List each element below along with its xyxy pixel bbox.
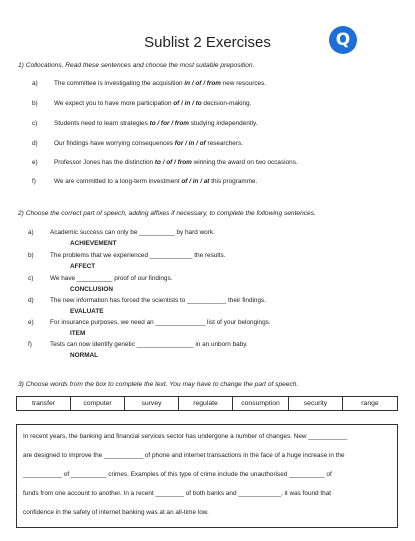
- s2-item-f: [28, 341, 248, 348]
- s2-item-text: Academic success can only be __________ by hard work.: [50, 229, 215, 236]
- s2-item-e: [28, 319, 271, 326]
- s1-item-after: studying independently.: [188, 120, 258, 127]
- s2-item-text: For insurance purposes, we need an ______________ list of your belongings.: [50, 319, 271, 326]
- s2-item-label: f): [28, 341, 32, 348]
- s2-item-label: d): [28, 297, 34, 304]
- s2-item-text: Tests can now identify genetic ________________ in an unborn baby.: [50, 341, 248, 348]
- s1-item-choice: to / for / from: [149, 120, 189, 127]
- s2-item-label: a): [28, 229, 34, 236]
- word-box-item: survey: [125, 397, 179, 410]
- s1-item-after: decision-making.: [201, 100, 252, 107]
- cloze-line: are designed to improve the ___________ of phone and internet transactions in the face of a huge increase in the: [23, 452, 345, 459]
- s1-item-before: We are committed to a long-term investment: [54, 178, 182, 185]
- s1-item-after: researchers.: [205, 140, 243, 147]
- s1-item-e: [32, 159, 298, 166]
- s1-item-after: winning the award on two occasions.: [191, 159, 298, 166]
- page-title: Sublist 2 Exercises: [144, 34, 271, 51]
- s1-item-d: [32, 140, 243, 147]
- s1-item-f: [32, 178, 257, 185]
- s1-item-before: Students need to learn strategies: [54, 120, 150, 127]
- s2-item-a: [28, 229, 215, 236]
- s1-item-choice: for / in / of: [174, 140, 206, 147]
- s2-item-word: AFFECT: [70, 263, 96, 270]
- s1-item-choice: of / in / at: [181, 178, 210, 185]
- word-box-item: range: [361, 400, 379, 407]
- cloze-line: In recent years, the banking and financial services sector has undergone a number of changes. New ___________: [23, 433, 348, 440]
- s2-item-text: The new information has forced the scientists to ___________ their findings.: [50, 297, 266, 304]
- s2-item-word: EVALUATE: [70, 308, 104, 315]
- cloze-line: funds from one account to another. In a recent ________ of both banks and ____________, it was found that: [23, 490, 332, 497]
- s2-item-label: b): [28, 252, 34, 259]
- section-2-heading: 2) Choose the correct part of speech, adding affixes if necessary, to complete the following sentences.: [18, 210, 316, 217]
- q-logo-icon: Q: [329, 26, 357, 54]
- s1-item-choice: of / in / to: [173, 100, 202, 107]
- s1-item-c: [32, 120, 257, 127]
- s1-item-b: [32, 100, 251, 107]
- s2-item-text: The problems that we experienced ____________ the results.: [50, 252, 226, 259]
- word-box: [16, 396, 398, 411]
- word-box-item: transfer: [17, 397, 71, 410]
- s1-item-label: d): [32, 140, 38, 147]
- word-box-item: consumption: [233, 397, 289, 410]
- cloze-line: confidence in the safety of internet banking was at an all-time low.: [23, 509, 209, 516]
- s1-item-before: We expect you to have more participation: [54, 100, 174, 107]
- cloze-text-box: [16, 424, 398, 528]
- s2-item-label: e): [28, 319, 34, 326]
- s1-item-before: The committee is investigating the acquisition: [54, 80, 185, 87]
- s2-item-word: ACHIEVEMENT: [70, 240, 117, 247]
- s1-item-before: Our findings have worrying consequences: [54, 140, 175, 147]
- word-box-item: security: [289, 397, 343, 410]
- s2-item-d: [28, 297, 266, 304]
- s1-item-label: b): [32, 100, 38, 107]
- s1-item-before: Professor Jones has the distinction: [54, 159, 155, 166]
- s2-item-label: c): [28, 275, 34, 282]
- s2-item-word: ITEM: [70, 330, 86, 337]
- s1-item-a: [32, 80, 266, 87]
- section-3-heading: 3) Choose words from the box to complete the text. You may have to change the part of speech.: [18, 381, 299, 388]
- s2-item-c: [28, 275, 172, 282]
- s2-item-word: CONCLUSION: [70, 286, 113, 293]
- s1-item-after: new resources.: [220, 80, 267, 87]
- word-box-item: regulate: [179, 397, 233, 410]
- s1-item-label: e): [32, 159, 38, 166]
- s1-item-label: a): [32, 80, 38, 87]
- word-box-item: computer: [71, 397, 125, 410]
- s2-item-text: We have __________ proof of our findings.: [50, 275, 173, 282]
- s1-item-choice: to / of / from: [154, 159, 192, 166]
- s1-item-label: c): [32, 120, 38, 127]
- s2-item-word: NORMAL: [70, 352, 99, 359]
- section-1-heading: 1) Collocations. Read these sentences and choose the most suitable preposition.: [18, 62, 255, 69]
- s2-item-b: [28, 252, 226, 259]
- s1-item-after: this programme.: [209, 178, 258, 185]
- s1-item-choice: in / of / from: [184, 80, 221, 87]
- cloze-line: ___________ of __________ crimes. Examples of this type of crime include the unauthorised __________ of: [23, 471, 332, 478]
- s1-item-label: f): [32, 178, 36, 185]
